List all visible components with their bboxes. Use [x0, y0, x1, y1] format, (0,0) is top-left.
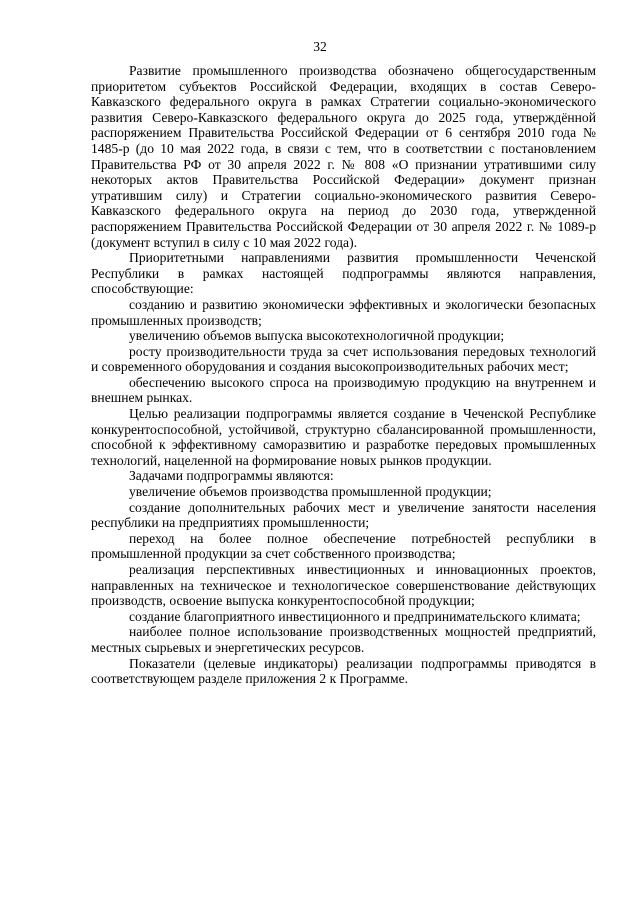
list-item-production-volume: увеличение объемов производства промышленной продукции; — [129, 484, 492, 500]
page-number: 32 — [313, 39, 327, 54]
paragraph-priority-directions: Приоритетными направлениями развития промышленности Чеченской Республики в рамках настоящей подпрограммы являются направления, способствующие: — [91, 250, 596, 297]
paragraph-tasks-heading: Задачами подпрограммы являются: — [129, 468, 334, 484]
list-item-labor-productivity: росту производительности труда за счет использования передовых технологий и современного оборудования и создания высокопроизводительных рабочих мест; — [91, 343, 596, 375]
paragraph-strategy-context: Развитие промышленного производства обозначено общегосударственным приоритетом субъектов Российской Федерации, входящих в состав Северо-Кавказского федерального округа в рамках Стратегии социально-экономического развития Северо-Кавказского федерального округа до 2025 года, утверждённой распоряжением Правительства Российской Федерации от 6 сентября 2010 года № 1485-р (до 10 мая 2022 года, в связи с тем, что в соответствии с постановлением Правительства РФ от 30 апреля 2022 г. № 808 «О признании утратившими силу некоторых актов Правительства Российской Федерации» документ признан утратившим силу) и Стратегии социально-экономического развития Северо-Кавказского федерального округа на период до 2030 года, утвержденной распоряжением Правительства Российской Федерации от 30 апреля 2022 г. № 1089-р (документ вступил в силу с 10 мая 2022 года). — [91, 63, 596, 250]
list-item-market-demand: обеспечению высокого спроса на производимую продукцию на внутреннем и внешнем рынках. — [91, 374, 596, 406]
list-item-jobs: создание дополнительных рабочих мест и увеличение занятости населения республики на предприятиях промышленности; — [91, 499, 596, 531]
list-item-investment-projects: реализация перспективных инвестиционных и инновационных проектов, направленных на техническое и технологическое совершенствование действующих производств, освоение выпуска конкурентоспособной продукции; — [91, 562, 596, 609]
list-item-efficient-production: созданию и развитию экономически эффективных и экологически безопасных промышленных производств; — [91, 296, 596, 328]
list-item-business-climate: создание благоприятного инвестиционного и предпринимательского климата; — [129, 608, 581, 624]
list-item-hightech-output: увеличению объемов выпуска высокотехнологичной продукции; — [129, 328, 505, 344]
list-item-capacity-use: наиболее полное использование производственных мощностей предприятий, местных сырьевых и энергетических ресурсов. — [91, 624, 596, 655]
list-item-self-supply: переход на более полное обеспечение потребностей республики в промышленной продукции за счет собственного производства; — [91, 530, 596, 562]
paragraph-goal: Целью реализации подпрограммы является создание в Чеченской Республике конкурентоспособной, устойчивой, структурно сбалансированной промышленности, способной к эффективному саморазвитию и разработке передовых промышленных технологий, нацеленной на формирование новых рынков продукции. — [91, 406, 596, 468]
paragraph-indicators: Показатели (целевые индикаторы) реализации подпрограммы приводятся в соответствующем разделе приложения 2 к Программе. — [91, 655, 596, 687]
document-body — [91, 63, 596, 687]
